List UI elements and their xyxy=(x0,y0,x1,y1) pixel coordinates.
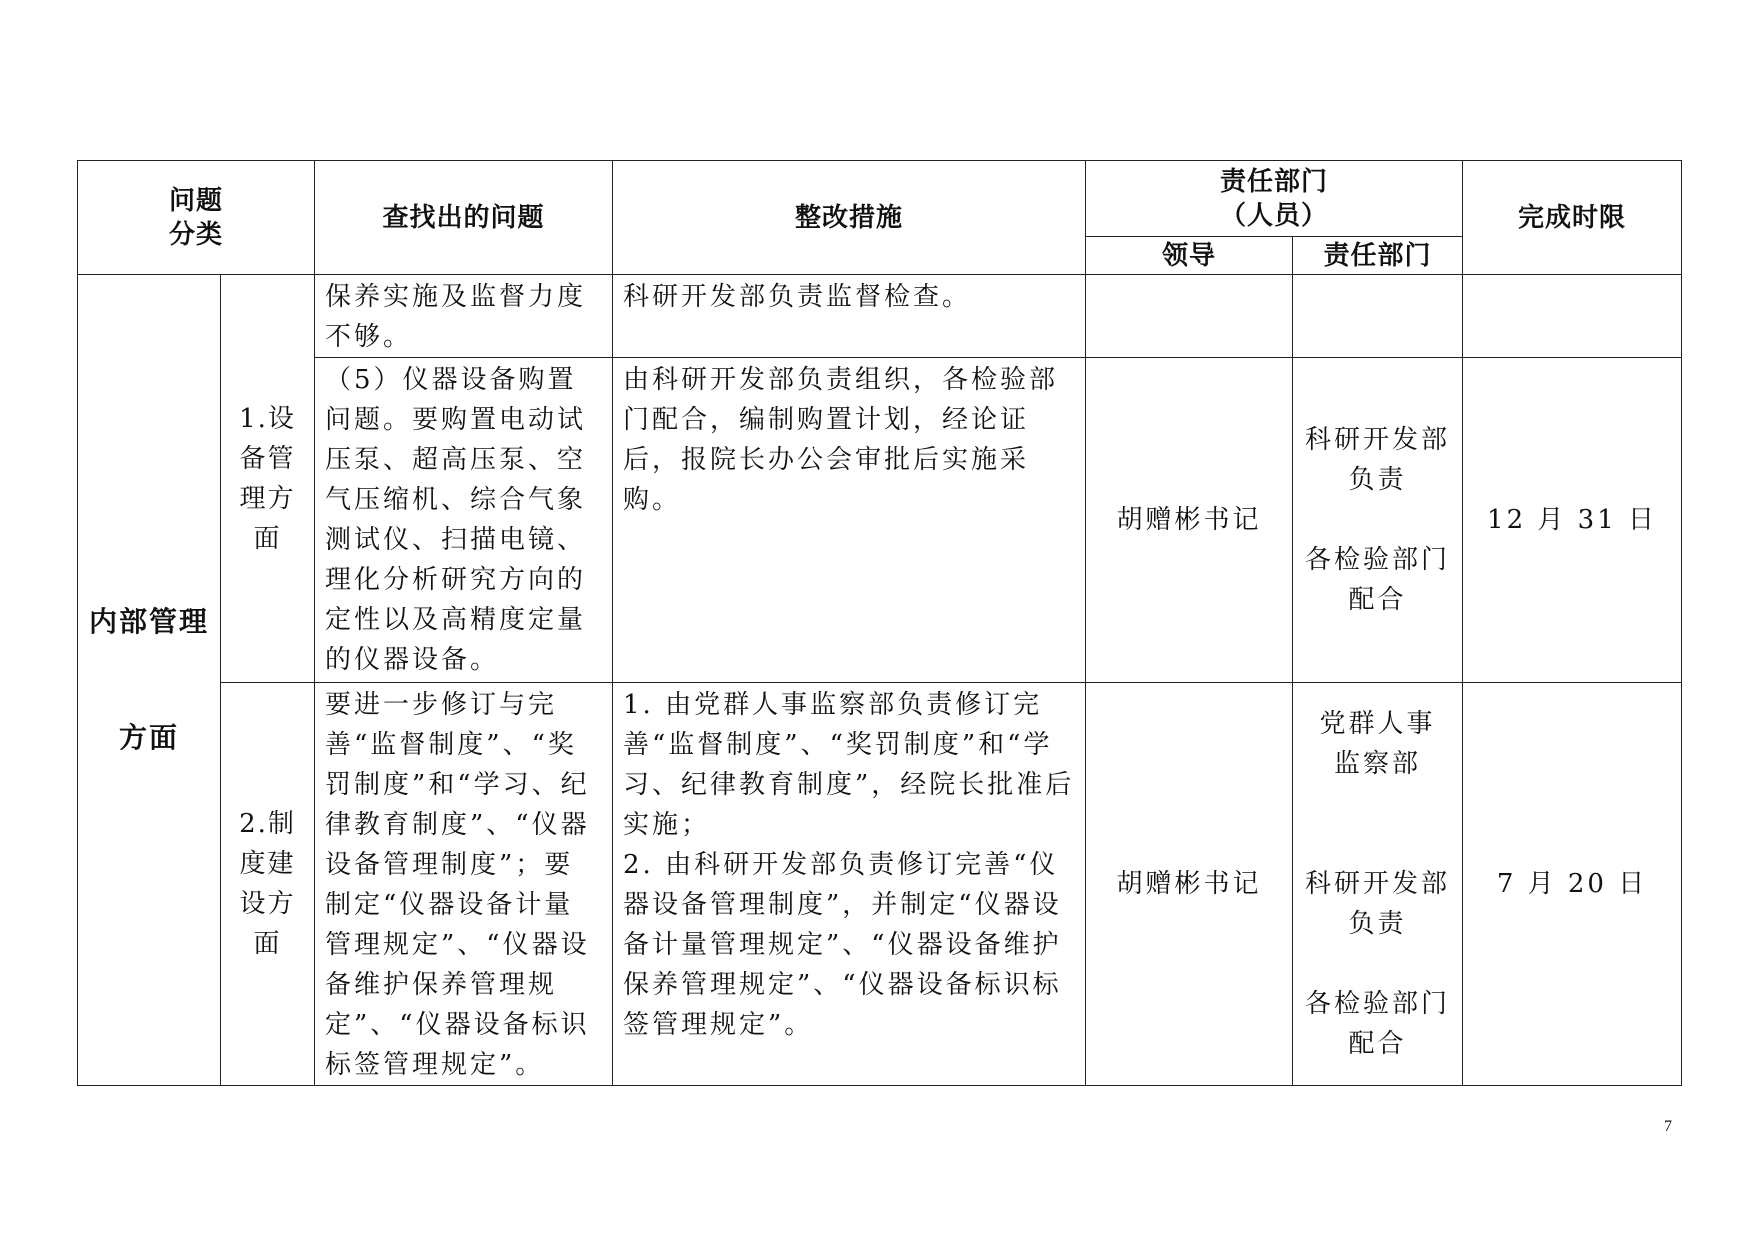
header-deadline: 完成时限 xyxy=(1463,161,1682,275)
dept-cell: 科研开发部 负责 各检验部门 配合 xyxy=(1293,358,1463,683)
measure-cell: 由科研开发部负责组织，各检验部门配合，编制购置计划，经论证后，报院长办公会审批后实施采购。 xyxy=(613,358,1086,683)
header-problems: 查找出的问题 xyxy=(315,161,613,275)
dept-cell xyxy=(1293,275,1463,358)
header-responsible: 责任部门 （人员） xyxy=(1086,161,1463,237)
header-category: 问题 分类 xyxy=(78,161,315,275)
category-main: 内部管理 方面 xyxy=(78,275,221,1086)
leader-cell: 胡赠彬书记 xyxy=(1086,358,1293,683)
header-leader: 领导 xyxy=(1086,237,1293,275)
deadline-cell: 7 月 20 日 xyxy=(1463,683,1682,1086)
table-row xyxy=(78,275,1682,358)
measure-cell: 1. 由党群人事监察部负责修订完善“监督制度”、“奖罚制度”和“学习、纪律教育制度”，经院长批准后实施； 2. 由科研开发部负责修订完善“仪器设备管理制度”，并制定“仪器设备计量管理规定”、“仪器设备维护保养管理规定”、“仪器设备标识标签管理规定”。 xyxy=(613,683,1086,1086)
problem-cell: 要进一步修订与完善“监督制度”、“奖罚制度”和“学习、纪律教育制度”、“仪器设备管理制度”；要制定“仪器设备计量管理规定”、“仪器设备维护保养管理规定”、“仪器设备标识标签管理规定”。 xyxy=(315,683,613,1086)
rectification-table xyxy=(77,160,1682,1086)
problem-cell: 保养实施及监督力度不够。 xyxy=(315,275,613,358)
deadline-cell: 12 月 31 日 xyxy=(1463,358,1682,683)
deadline-cell xyxy=(1463,275,1682,358)
measure-cell: 科研开发部负责监督检查。 xyxy=(613,275,1086,358)
page-number: 7 xyxy=(1664,1118,1672,1135)
leader-cell: 胡赠彬书记 xyxy=(1086,683,1293,1086)
subcategory-label: 2.制度建设方面 xyxy=(239,809,296,959)
leader-cell xyxy=(1086,275,1293,358)
table-row xyxy=(78,683,1682,1086)
problem-cell: （5）仪器设备购置问题。要购置电动试压泵、超高压泵、空气压缩机、综合气象测试仪、扫描电镜、理化分析研究方向的定性以及高精度定量的仪器设备。 xyxy=(315,358,613,683)
header-measures: 整改措施 xyxy=(613,161,1086,275)
subcategory-label: 1.设备管理方面 xyxy=(239,403,296,554)
table-row xyxy=(78,358,1682,683)
subcategory-cell xyxy=(221,275,315,683)
dept-cell: 党群人事 监察部 科研开发部 负责 各检验部门 配合 xyxy=(1293,683,1463,1086)
subcategory-cell xyxy=(221,683,315,1086)
header-dept: 责任部门 xyxy=(1293,237,1463,275)
